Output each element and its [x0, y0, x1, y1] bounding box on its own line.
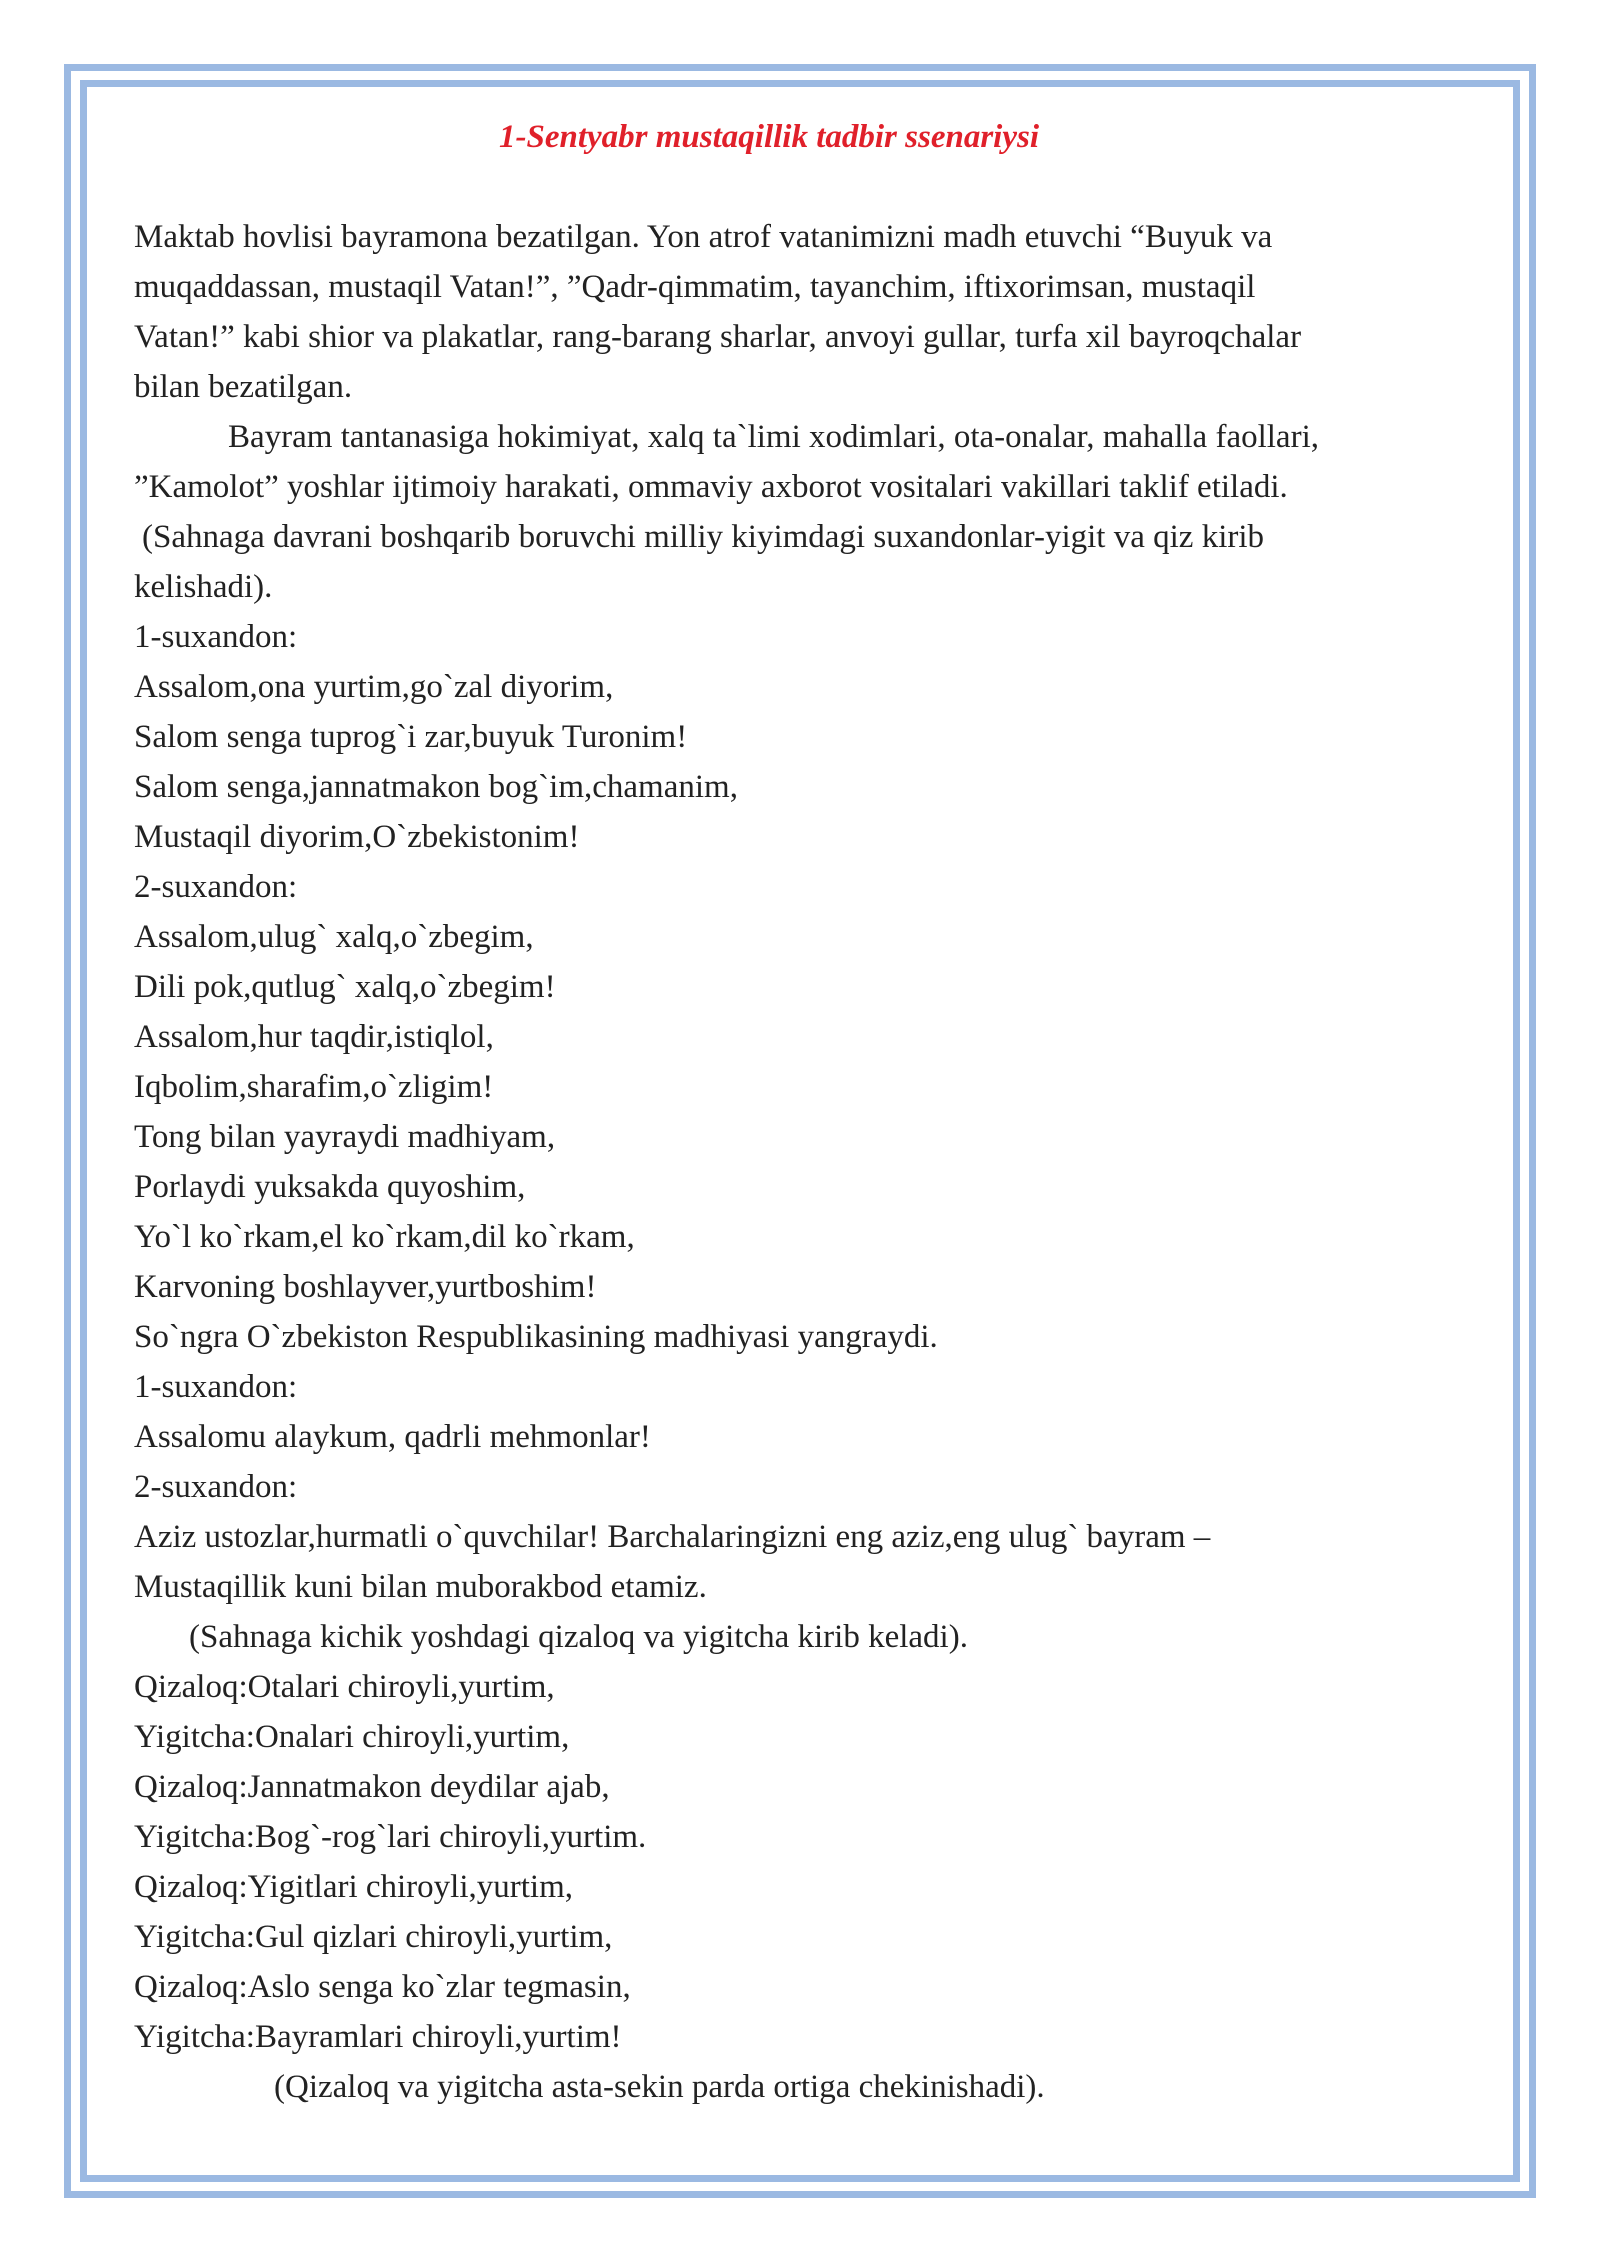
verse-line: Yigitcha:Onalari chiroyli,yurtim,	[134, 1719, 570, 1755]
speaker-label: 2-suxandon:	[134, 1469, 298, 1505]
text-line: Vatan!” kabi shior va plakatlar, rang-barang sharlar, anvoyi gullar, turfa xil bayroqchalar	[134, 319, 1302, 355]
text-line: So`ngra O`zbekiston Respublikasining madhiyasi yangraydi.	[134, 1319, 938, 1355]
verse-line: Qizaloq:Otalari chiroyli,yurtim,	[134, 1669, 555, 1705]
verse-line: Assalom,hur taqdir,istiqlol,	[134, 1019, 494, 1055]
verse-line: Karvoning boshlayver,yurtboshim!	[134, 1269, 597, 1305]
text-line: Maktab hovlisi bayramona bezatilgan. Yon atrof vatanimizni madh etuvchi “Buyuk va	[134, 219, 1273, 255]
verse-line: Dili pok,qutlug` xalq,o`zbegim!	[134, 969, 556, 1005]
verse-line: Qizaloq:Yigitlari chiroyli,yurtim,	[134, 1869, 574, 1905]
text-line: bilan bezatilgan.	[134, 369, 353, 405]
speaker-label: 1-suxandon:	[134, 619, 298, 655]
document-text	[134, 212, 1494, 2112]
text-line: Bayram tantanasiga hokimiyat, xalq ta`limi xodimlari, ota-onalar, mahalla faollari,	[228, 419, 1319, 455]
speaker-label: 2-suxandon:	[134, 869, 298, 905]
text-line: Mustaqillik kuni bilan muborakbod etamiz.	[134, 1569, 707, 1605]
verse-line: Yigitcha:Bog`-rog`lari chiroyli,yurtim.	[134, 1819, 647, 1855]
text-line: kelishadi).	[134, 569, 273, 605]
speaker-label: 1-suxandon:	[134, 1369, 298, 1405]
verse-line: Mustaqil diyorim,O`zbekistonim!	[134, 819, 580, 855]
verse-line: Yo`l ko`rkam,el ko`rkam,dil ko`rkam,	[134, 1219, 635, 1255]
verse-line: Yigitcha:Gul qizlari chiroyli,yurtim,	[134, 1919, 613, 1955]
verse-line: Yigitcha:Bayramlari chiroyli,yurtim!	[134, 2019, 622, 2055]
verse-line: Iqbolim,sharafim,o`zligim!	[134, 1069, 494, 1105]
verse-line: Salom senga tuprog`i zar,buyuk Turonim!	[134, 719, 688, 755]
stage-direction: (Sahnaga davrani boshqarib boruvchi milliy kiyimdagi suxandonlar-yigit va qiz kirib	[142, 519, 1265, 555]
verse-line: Porlaydi yuksakda quyoshim,	[134, 1169, 526, 1205]
stage-direction: (Qizaloq va yigitcha asta-sekin parda ortiga chekinishadi).	[274, 2069, 1045, 2105]
document-title: 1-Sentyabr mustaqillik tadbir ssenariysi	[499, 119, 1039, 155]
verse-line: Salom senga,jannatmakon bog`im,chamanim,	[134, 769, 738, 805]
text-line: Assalomu alaykum, qadrli mehmonlar!	[134, 1419, 651, 1455]
text-line: muqaddassan, mustaqil Vatan!”, ”Qadr-qimmatim, tayanchim, iftixorimsan, mustaqil	[134, 269, 1256, 305]
verse-line: Assalom,ulug` xalq,o`zbegim,	[134, 919, 534, 955]
stage-direction: (Sahnaga kichik yoshdagi qizaloq va yigitcha kirib keladi).	[189, 1619, 968, 1655]
text-line: Aziz ustozlar,hurmatli o`quvchilar! Barchalaringizni eng aziz,eng ulug` bayram –	[134, 1519, 1211, 1555]
document-body	[134, 112, 1494, 2112]
text-line: ”Kamolot” yoshlar ijtimoiy harakati, ommaviy axborot vositalari vakillari taklif etiladi.	[134, 469, 1288, 505]
verse-line: Assalom,ona yurtim,go`zal diyorim,	[134, 669, 614, 705]
verse-line: Qizaloq:Aslo senga ko`zlar tegmasin,	[134, 1969, 631, 2005]
verse-line: Qizaloq:Jannatmakon deydilar ajab,	[134, 1769, 610, 1805]
verse-line: Tong bilan yayraydi madhiyam,	[134, 1119, 556, 1155]
